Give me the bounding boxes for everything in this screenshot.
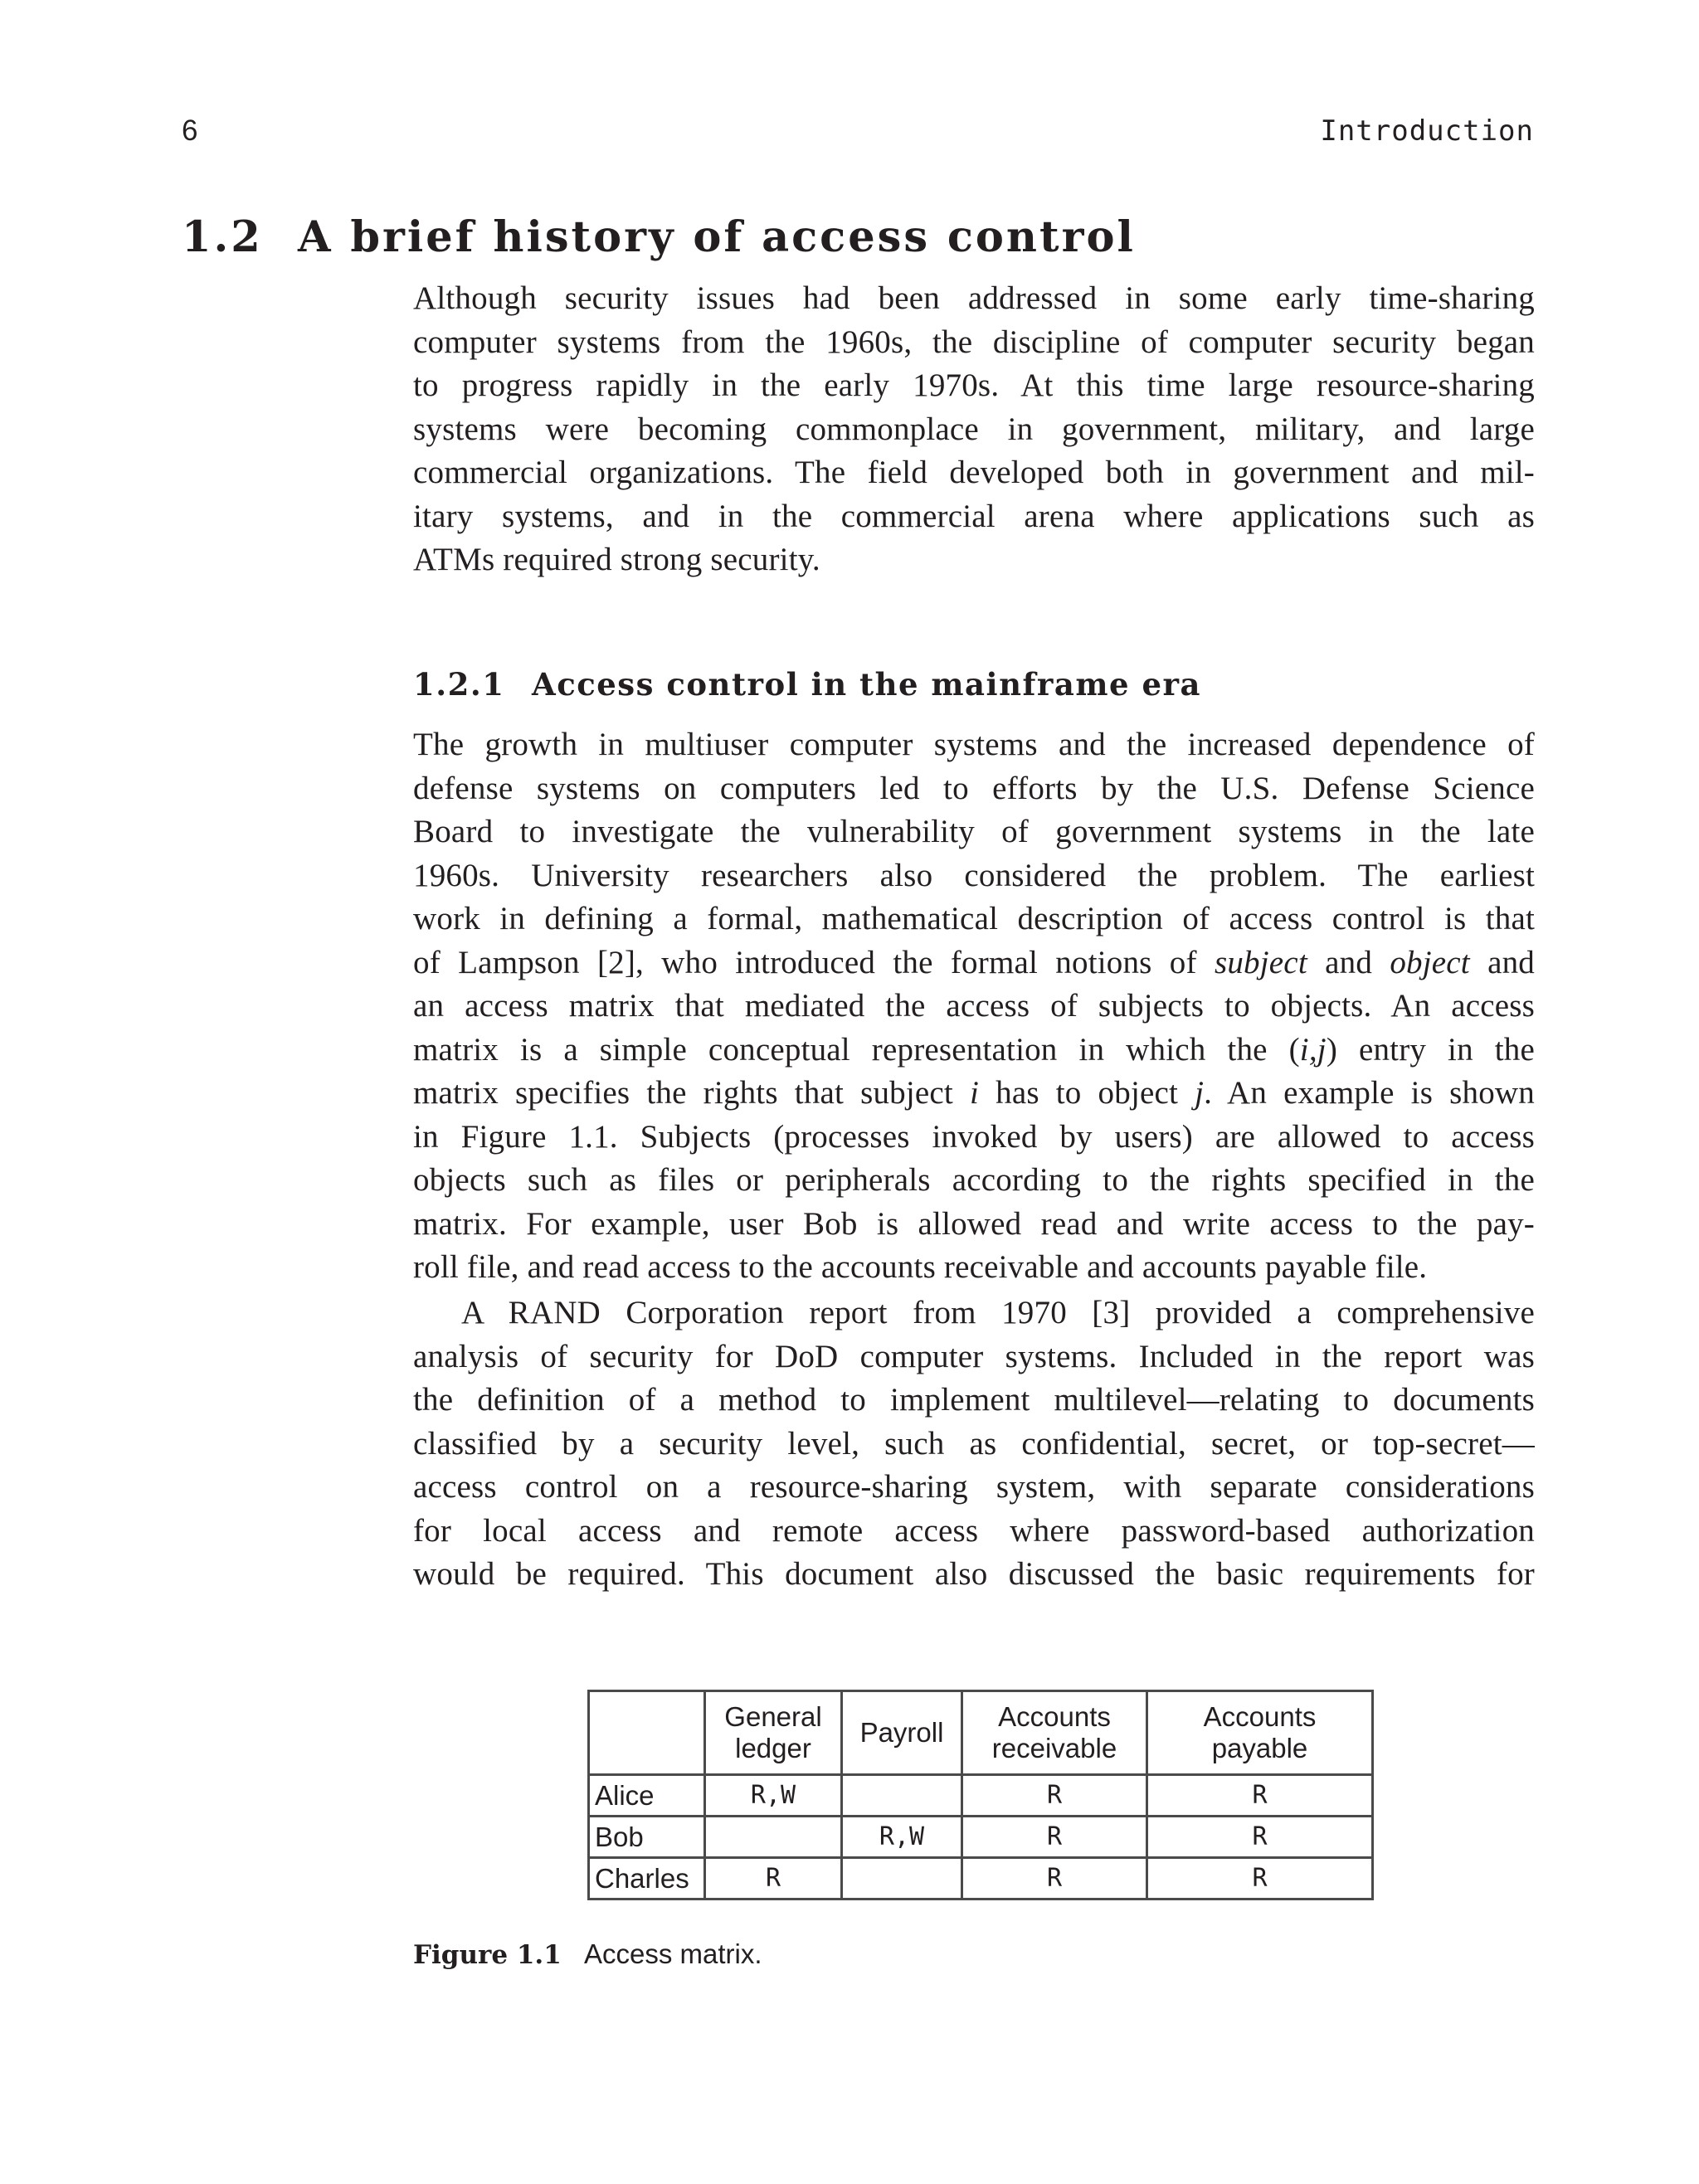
text-line: classified by a security level, such as confidential, secret, or top-secret—	[413, 1425, 1535, 1462]
text-line	[413, 1029, 1535, 1073]
text-segment: and	[1469, 944, 1535, 980]
text-line: would be required. This document also discussed the basic requirements for	[413, 1556, 1535, 1592]
text-segment: has to object	[979, 1075, 1195, 1111]
table-header-cell	[1147, 1691, 1373, 1775]
text-line: itary systems, and in the commercial arena where applications such as	[413, 498, 1535, 534]
text-line: an access matrix that mediated the access of subjects to objects. An access	[413, 988, 1535, 1024]
subsection-number: 1.2.1	[413, 666, 505, 703]
table-cell: R	[962, 1775, 1147, 1817]
header-line: Accounts	[1203, 1701, 1317, 1732]
table-cell	[842, 1775, 962, 1817]
section-heading	[182, 212, 1542, 262]
text-segment: ) entry in the	[1326, 1031, 1535, 1068]
text-line: objects such as files or peripherals according to the rights specified in the	[413, 1162, 1535, 1198]
text-line	[413, 941, 1535, 985]
table-row	[589, 1817, 1373, 1858]
table-row	[589, 1775, 1373, 1817]
caption-text: Access matrix.	[584, 1938, 762, 1969]
text-line: for local access and remote access where password-based authorization	[413, 1512, 1535, 1549]
table-header-cell	[589, 1691, 705, 1775]
header-line: Accounts	[998, 1701, 1111, 1732]
text-line: A RAND Corporation report from 1970 [3] provided a comprehensive	[461, 1295, 1535, 1330]
text-line: analysis of security for DoD computer systems. Included in the report was	[413, 1338, 1535, 1374]
table-cell: R	[962, 1858, 1147, 1899]
table-cell: R	[705, 1858, 842, 1899]
table-header-cell	[705, 1691, 842, 1775]
table-header-cell	[962, 1691, 1147, 1775]
emphasis-i: i	[970, 1075, 980, 1111]
header-line: ledger	[735, 1733, 811, 1763]
table-cell: R,W	[705, 1775, 842, 1817]
table-cell	[842, 1858, 962, 1899]
table-header-row	[589, 1691, 1373, 1775]
text-line: Although security issues had been addressed in some early time-sharing	[413, 280, 1535, 316]
text-line: computer systems from the 1960s, the discipline of computer security began	[413, 323, 1535, 360]
subject-cell: Alice	[589, 1775, 705, 1817]
header-line: receivable	[991, 1733, 1117, 1763]
table-cell: R	[1147, 1817, 1373, 1858]
text-line: work in defining a formal, mathematical description of access control is that	[413, 901, 1535, 936]
text-line: The growth in multiuser computer systems and the increased dependence of	[413, 727, 1535, 762]
text-segment: and	[1307, 944, 1390, 980]
section-number: 1.2	[182, 212, 263, 262]
text-line: systems were becoming commonplace in government, military, and large	[413, 411, 1535, 447]
figure-caption	[413, 1938, 762, 1970]
running-head	[182, 114, 1534, 156]
text-segment: . An example is shown	[1204, 1075, 1535, 1111]
body-paragraph	[413, 1291, 1535, 1597]
table-cell	[705, 1817, 842, 1858]
text-segment: matrix specifies the rights that subject	[413, 1075, 971, 1111]
text-line: Board to investigate the vulnerability of government systems in the late	[413, 814, 1535, 849]
emphasis-object: object	[1390, 944, 1470, 980]
text-line: 1960s. University researchers also considered the problem. The earliest	[413, 857, 1535, 893]
header-line: Payroll	[859, 1717, 944, 1748]
emphasis-j: j	[1195, 1075, 1205, 1111]
text-line: in Figure 1.1. Subjects (processes invoked by users) are allowed to access	[413, 1118, 1535, 1155]
table-cell: R	[1147, 1858, 1373, 1899]
table-cell: R	[1147, 1775, 1373, 1817]
subsection-title: Access control in the mainframe era	[532, 666, 1201, 703]
text-line: commercial organizations. The field developed both in government and mil-	[413, 455, 1535, 490]
subject-cell: Bob	[589, 1817, 705, 1858]
running-title: Introduction	[1320, 114, 1534, 148]
page-number: 6	[182, 114, 198, 147]
table-cell: R,W	[842, 1817, 962, 1858]
table-row	[589, 1858, 1373, 1899]
intro-paragraph	[413, 277, 1535, 582]
table-header-cell	[842, 1691, 962, 1775]
access-matrix-table	[587, 1690, 1374, 1900]
emphasis-subject: subject	[1214, 944, 1307, 980]
body-paragraph	[413, 723, 1535, 1290]
caption-label: Figure 1.1	[413, 1940, 562, 1970]
header-line: payable	[1211, 1733, 1308, 1763]
text-line: ATMs required strong security.	[413, 542, 820, 577]
text-line: access control on a resource-sharing system, with separate considerations	[413, 1469, 1535, 1505]
subsection-heading	[413, 666, 1541, 703]
text-segment: of Lampson [2], who introduced the formal notions of	[413, 944, 1215, 980]
section-title: A brief history of access control	[298, 212, 1136, 262]
text-line: the definition of a method to implement multilevel—relating to documents	[413, 1382, 1535, 1418]
header-line: General	[724, 1701, 822, 1732]
text-line: to progress rapidly in the early 1970s. At this time large resource-sharing	[413, 367, 1535, 403]
text-line: defense systems on computers led to efforts by the U.S. Defense Science	[413, 770, 1535, 806]
table-cell: R	[962, 1817, 1147, 1858]
subject-cell: Charles	[589, 1858, 705, 1899]
text-line	[413, 1072, 1535, 1116]
text-segment: matrix is a simple conceptual representation in which the (	[413, 1031, 1300, 1068]
text-line: roll file, and read access to the accounts receivable and accounts payable file.	[413, 1249, 1428, 1285]
text-line: matrix. For example, user Bob is allowed read and write access to the pay-	[413, 1205, 1535, 1242]
emphasis-ij: i,j	[1299, 1031, 1327, 1068]
